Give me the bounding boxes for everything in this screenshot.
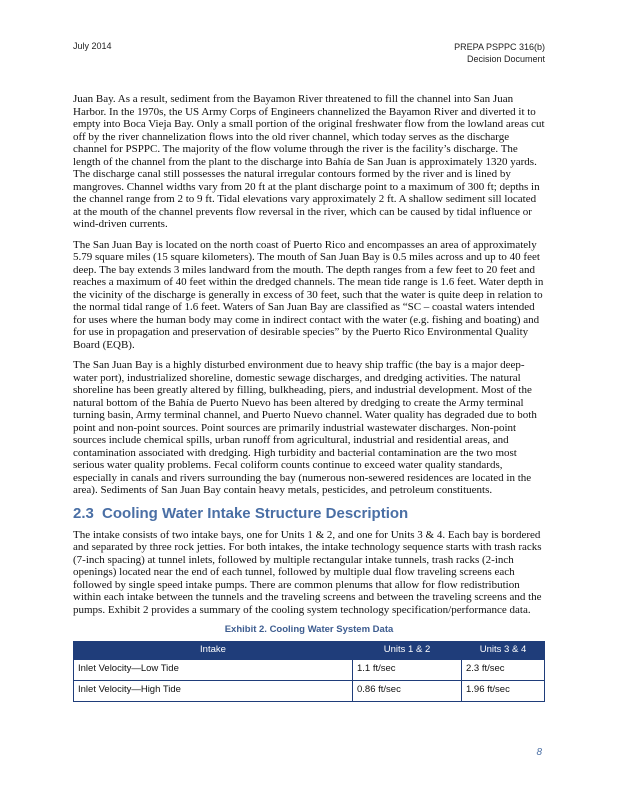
section-heading: [73, 505, 545, 523]
table-header-row: [74, 641, 545, 659]
page-body: [73, 93, 545, 702]
body-paragraph: The San Juan Bay is located on the north coast of Puerto Rico and encompasses an area of approximately 5.79 square miles (15 square kilometers). The mouth of San Juan Bay is 0.5 miles across and up to 40 feet deep. The bay extends 3 miles landward from the mouth. The depth ranges from a few feet to 20 feet and reaches a maximum of 40 feet within the dredged channels. The mean tide range is 1.6 feet. Water depth in the vicinity of the discharge is generally in excess of 30 feet, such that the water is quite deep in relation to the normal tidal range of 1.6 feet. Waters of San Juan Bay are classified as “SC – coastal waters intended for uses where the human body may come in indirect contact with the water (e.g. fishing and boating) and for use in propagation and preservation of desirable species” by the Puerto Rico Environmental Quality Board (EQB).: [73, 238, 544, 351]
section-title: Cooling Water Intake Structure Description: [102, 504, 409, 522]
table-cell: 1.96 ft/sec: [462, 680, 545, 701]
table-cell: Inlet Velocity—High Tide: [74, 680, 353, 701]
page-number: 8: [536, 747, 542, 758]
table-row: [74, 680, 545, 701]
section-number: 2.3: [73, 504, 94, 522]
body-paragraph: Juan Bay. As a result, sediment from the Bayamon River threatened to fill the channel into San Juan Harbor. In the 1970s, the US Army Corps of Engineers channelized the Bayamon River and diverted it to empty into Boca Vieja Bay. Only a small portion of the original freshwater flow from the lowland areas cut off by the river channelization flows into the old river channel, which today serves as the discharge channel for PSPPC. The majority of the flow volume through the river is the facility’s discharge. The length of the channel from the plant to the discharge into Bahía de San Juan is approximately 1320 yards. The discharge canal still possesses the natural irregular contours formed by the river and is lined by mangroves. Channel widths vary from 20 ft at the plant discharge point to a maximum of 300 ft; depths in the channel range from 2 to 9 ft. Tidal elevations vary approximately 2 ft. A shallow sediment sill located at the mouth of the channel prevents flow reversal in the river, which can be caused by tidal influence or wind-driven currents.: [73, 93, 545, 230]
header-document-info: [454, 41, 545, 65]
cooling-water-table: [73, 641, 545, 702]
table-header-intake: Intake: [74, 641, 353, 659]
header-doc-type: Decision Document: [466, 54, 545, 64]
body-paragraph: The San Juan Bay is a highly disturbed environment due to heavy ship traffic (the bay is a major deep-water port), industrialized shoreline, domestic sewage discharges, and dredging activities. The natural shoreline has been greatly altered by filling, bulkheading, piers, and industrial development. Most of the natural bottom of the Bahía de Puerto Nuevo has been altered by dredging to create the Army terminal turning basin, Army terminal channel, and Puerto Nuevo channel. Water quality has degraded due to both point and non-point sources. Point sources are primarily industrial wastewater discharges. Non-point sources include chemical spills, urban runoff from agricultural, industrial and residential areas, and contamination associated with dredging. High turbidity and bacterial contamination are the two most serious water quality problems. Fecal coliform counts continue to exceed water quality standards, especially in canals and rivers surrounding the bay (numerous non-sewered residences are located in the area). Sediments of San Juan Bay contain heavy metals, pesticides, and petroleum constituents.: [73, 359, 537, 496]
section-body-paragraph: The intake consists of two intake bays, one for Units 1 & 2, and one for Units 3 & 4. Each bay is bordered and separated by three rock jetties. For both intakes, the intake technology sequence starts with trash racks (7-inch spacing) at tunnel inlets, followed by multiple rectangular intake tunnels, trash racks (2-inch openings) located near the end of each tunnel, followed by multiple dual flow traveling screens each followed by single speed intake pumps. There are common plenums that allow for flow redistribution within each intake between the tunnels and the traveling screens and between the traveling screens and the pumps. Exhibit 2 provides a summary of the cooling system technology specification/performance data.: [73, 528, 542, 616]
table-cell: Inlet Velocity—Low Tide: [74, 659, 353, 680]
table-row: [74, 659, 545, 680]
exhibit-caption: Exhibit 2. Cooling Water System Data: [224, 624, 394, 635]
table-header-units-1-2: Units 1 & 2: [353, 641, 462, 659]
table-cell: 2.3 ft/sec: [462, 659, 545, 680]
table-cell: 0.86 ft/sec: [353, 680, 462, 701]
table-cell: 1.1 ft/sec: [353, 659, 462, 680]
header-doc-id: PREPA PSPPC 316(b): [454, 42, 545, 52]
header-date: July 2014: [73, 41, 112, 51]
table-header-units-3-4: Units 3 & 4: [462, 641, 545, 659]
